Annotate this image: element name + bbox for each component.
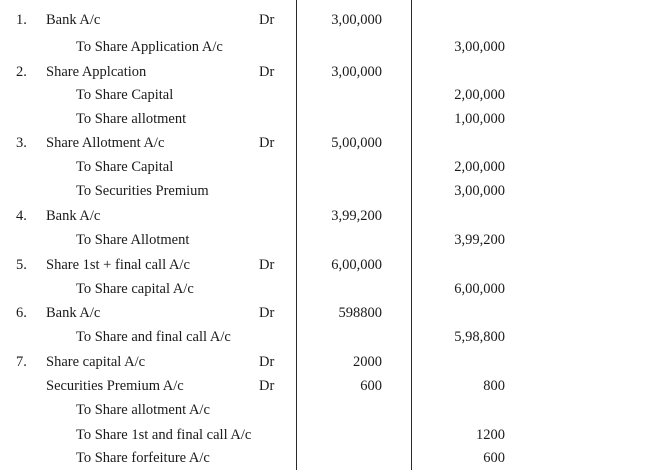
- dr-marker: Dr: [259, 305, 275, 321]
- credit-amount: 2,00,000: [454, 87, 505, 103]
- account-name: Share Allotment A/c: [46, 135, 165, 151]
- dr-marker: Dr: [259, 257, 275, 273]
- dr-marker: Dr: [259, 135, 275, 151]
- credit-amount: 3,99,200: [454, 232, 505, 248]
- journal-row: [0, 376, 658, 400]
- entry-number: 7.: [16, 354, 27, 370]
- account-name: To Share capital A/c: [76, 281, 194, 297]
- journal-row: [0, 327, 658, 351]
- entry-number: 4.: [16, 208, 27, 224]
- journal-row: [0, 133, 658, 157]
- credit-amount: 600: [483, 450, 505, 466]
- journal-row: [0, 157, 658, 181]
- debit-amount: 2000: [353, 354, 382, 370]
- account-name: To Share Allotment: [76, 232, 190, 248]
- account-name: Bank A/c: [46, 305, 101, 321]
- account-name: To Share Capital: [76, 159, 174, 175]
- entry-number: 1.: [16, 12, 27, 28]
- account-name: Bank A/c: [46, 208, 101, 224]
- journal-row: [0, 37, 658, 61]
- debit-amount: 6,00,000: [331, 257, 382, 273]
- debit-amount: 3,00,000: [331, 12, 382, 28]
- credit-amount: 800: [483, 378, 505, 394]
- account-name: To Share Application A/c: [76, 39, 223, 55]
- journal-row: [0, 181, 658, 205]
- account-name: Share capital A/c: [46, 354, 146, 370]
- account-name: To Share allotment A/c: [76, 402, 210, 418]
- entry-number: 6.: [16, 305, 27, 321]
- credit-amount: 5,98,800: [454, 329, 505, 345]
- journal-row: [0, 230, 658, 254]
- debit-amount: 3,99,200: [331, 208, 382, 224]
- account-name: To Share 1st and final call A/c: [76, 427, 252, 443]
- account-name: Bank A/c: [46, 12, 101, 28]
- journal-row: [0, 425, 658, 449]
- account-name: To Share and final call A/c: [76, 329, 231, 345]
- debit-amount: 5,00,000: [331, 135, 382, 151]
- credit-amount: 1,00,000: [454, 111, 505, 127]
- debit-amount: 598800: [338, 305, 382, 321]
- credit-amount: 1200: [476, 427, 505, 443]
- account-name: To Share Capital: [76, 87, 174, 103]
- dr-marker: Dr: [259, 378, 275, 394]
- journal-row: [0, 303, 658, 327]
- debit-amount: 3,00,000: [331, 64, 382, 80]
- journal-row: [0, 206, 658, 230]
- journal-row: [0, 85, 658, 109]
- journal-row: [0, 352, 658, 376]
- credit-amount: 6,00,000: [454, 281, 505, 297]
- journal-row: [0, 255, 658, 279]
- entry-number: 3.: [16, 135, 27, 151]
- journal-row: [0, 279, 658, 303]
- dr-marker: Dr: [259, 64, 275, 80]
- debit-amount: 600: [360, 378, 382, 394]
- journal-row: [0, 62, 658, 86]
- credit-amount: 3,00,000: [454, 39, 505, 55]
- account-name: To Share allotment: [76, 111, 187, 127]
- credit-amount: 2,00,000: [454, 159, 505, 175]
- journal-row: [0, 448, 658, 472]
- journal-row: [0, 400, 658, 424]
- entry-number: 5.: [16, 257, 27, 273]
- credit-amount: 3,00,000: [454, 183, 505, 199]
- account-name: Share Applcation: [46, 64, 147, 80]
- dr-marker: Dr: [259, 354, 275, 370]
- journal-row: [0, 10, 658, 34]
- account-name: Share 1st + final call A/c: [46, 257, 190, 273]
- account-name: Securities Premium A/c: [46, 378, 184, 394]
- account-name: To Share forfeiture A/c: [76, 450, 210, 466]
- entry-number: 2.: [16, 64, 27, 80]
- dr-marker: Dr: [259, 12, 275, 28]
- account-name: To Securities Premium: [76, 183, 209, 199]
- journal-row: [0, 109, 658, 133]
